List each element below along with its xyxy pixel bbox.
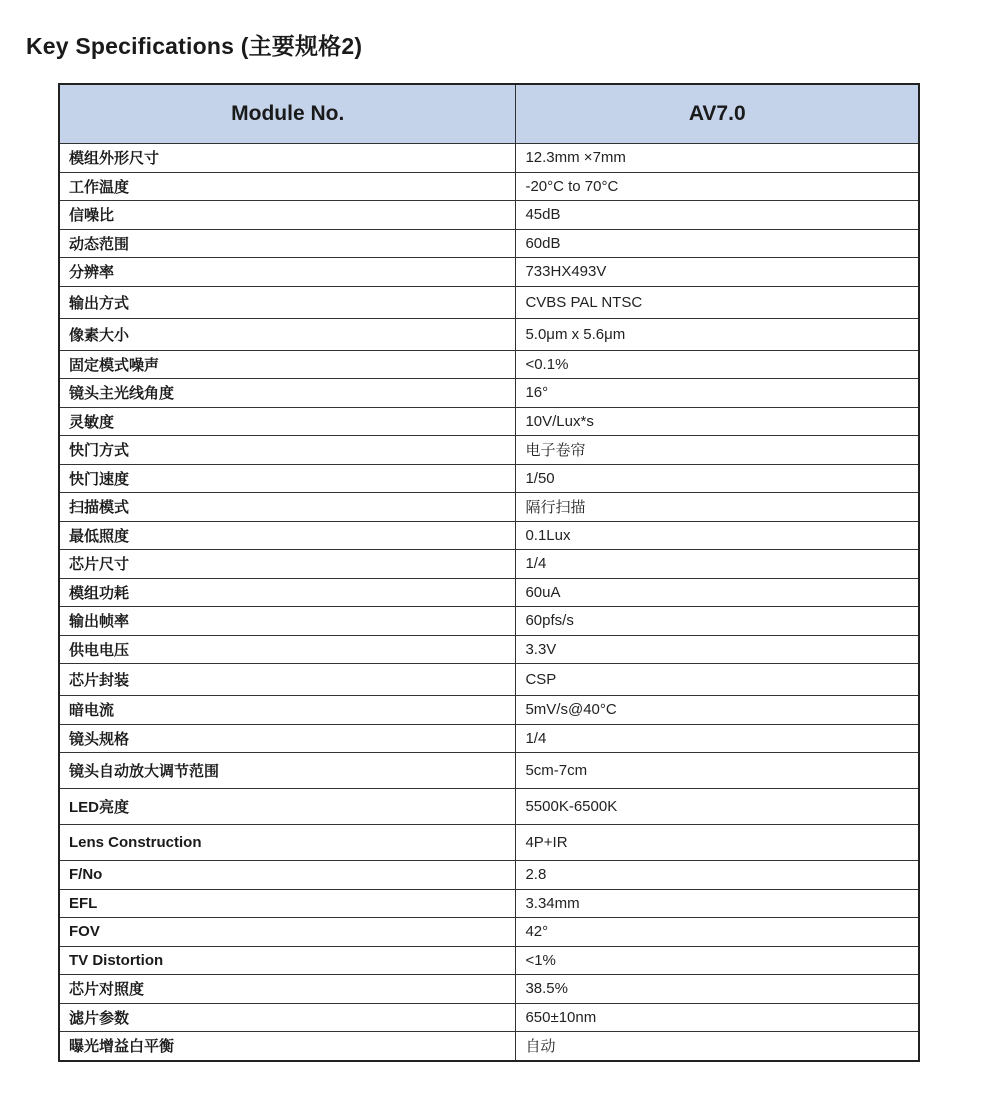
spec-row bbox=[59, 724, 919, 753]
spec-label: 灵敏度 bbox=[59, 407, 516, 436]
spec-row bbox=[59, 975, 919, 1004]
spec-row bbox=[59, 493, 919, 522]
spec-value: 1/4 bbox=[516, 724, 919, 753]
spec-row bbox=[59, 144, 919, 173]
spec-row bbox=[59, 753, 919, 789]
spec-value: 1/50 bbox=[516, 464, 919, 493]
spec-row bbox=[59, 318, 919, 350]
spec-row bbox=[59, 464, 919, 493]
spec-value: <1% bbox=[516, 946, 919, 975]
spec-row bbox=[59, 607, 919, 636]
spec-label: 曝光增益白平衡 bbox=[59, 1032, 516, 1061]
spec-label: 镜头主光线角度 bbox=[59, 379, 516, 408]
spec-value: 电子卷帘 bbox=[516, 436, 919, 465]
spec-value: 42° bbox=[516, 918, 919, 947]
spec-value: 12.3mm ×7mm bbox=[516, 144, 919, 173]
spec-value: 5mV/s@40°C bbox=[516, 696, 919, 725]
spec-value: 自动 bbox=[516, 1032, 919, 1061]
spec-label: 输出方式 bbox=[59, 286, 516, 318]
spec-value: <0.1% bbox=[516, 350, 919, 379]
spec-row bbox=[59, 635, 919, 664]
spec-value: 3.34mm bbox=[516, 889, 919, 918]
spec-value: 5500K-6500K bbox=[516, 789, 919, 825]
spec-label: TV Distortion bbox=[59, 946, 516, 975]
spec-table-header-row bbox=[59, 84, 919, 144]
spec-value: -20°C to 70°C bbox=[516, 172, 919, 201]
spec-row bbox=[59, 578, 919, 607]
spec-row bbox=[59, 172, 919, 201]
spec-row bbox=[59, 550, 919, 579]
spec-label: 芯片对照度 bbox=[59, 975, 516, 1004]
spec-label: 暗电流 bbox=[59, 696, 516, 725]
spec-label: F/No bbox=[59, 861, 516, 890]
spec-label: 最低照度 bbox=[59, 521, 516, 550]
spec-label: 芯片封装 bbox=[59, 664, 516, 696]
spec-value: 16° bbox=[516, 379, 919, 408]
spec-row bbox=[59, 521, 919, 550]
spec-row bbox=[59, 229, 919, 258]
header-module-no: Module No. bbox=[59, 84, 516, 144]
spec-label: LED亮度 bbox=[59, 789, 516, 825]
spec-row bbox=[59, 436, 919, 465]
spec-row bbox=[59, 1032, 919, 1061]
spec-row bbox=[59, 258, 919, 287]
spec-row bbox=[59, 825, 919, 861]
spec-value: 4P+IR bbox=[516, 825, 919, 861]
spec-row bbox=[59, 1003, 919, 1032]
spec-value: 60uA bbox=[516, 578, 919, 607]
spec-row bbox=[59, 789, 919, 825]
spec-label: 像素大小 bbox=[59, 318, 516, 350]
spec-row bbox=[59, 407, 919, 436]
spec-row bbox=[59, 946, 919, 975]
spec-row bbox=[59, 286, 919, 318]
spec-label: EFL bbox=[59, 889, 516, 918]
spec-label: 镜头规格 bbox=[59, 724, 516, 753]
spec-row bbox=[59, 861, 919, 890]
spec-table bbox=[58, 83, 920, 1062]
spec-value: 3.3V bbox=[516, 635, 919, 664]
spec-label: 工作温度 bbox=[59, 172, 516, 201]
spec-value: 隔行扫描 bbox=[516, 493, 919, 522]
spec-label: 快门速度 bbox=[59, 464, 516, 493]
spec-value: 38.5% bbox=[516, 975, 919, 1004]
spec-label: 滤片参数 bbox=[59, 1003, 516, 1032]
spec-label: FOV bbox=[59, 918, 516, 947]
spec-label: 扫描模式 bbox=[59, 493, 516, 522]
spec-label: Lens Construction bbox=[59, 825, 516, 861]
spec-row bbox=[59, 664, 919, 696]
spec-value: 650±10nm bbox=[516, 1003, 919, 1032]
spec-label: 镜头自动放大调节范围 bbox=[59, 753, 516, 789]
spec-row bbox=[59, 889, 919, 918]
spec-label: 模组外形尺寸 bbox=[59, 144, 516, 173]
spec-value: 10V/Lux*s bbox=[516, 407, 919, 436]
spec-label: 分辨率 bbox=[59, 258, 516, 287]
spec-label: 供电电压 bbox=[59, 635, 516, 664]
spec-row bbox=[59, 350, 919, 379]
spec-row bbox=[59, 696, 919, 725]
spec-value: 60dB bbox=[516, 229, 919, 258]
spec-row bbox=[59, 201, 919, 230]
spec-value: CSP bbox=[516, 664, 919, 696]
spec-label: 动态范围 bbox=[59, 229, 516, 258]
spec-row bbox=[59, 379, 919, 408]
spec-value: 60pfs/s bbox=[516, 607, 919, 636]
spec-value: 5.0μm x 5.6μm bbox=[516, 318, 919, 350]
spec-table-body bbox=[59, 144, 919, 1061]
spec-value: 5cm-7cm bbox=[516, 753, 919, 789]
spec-label: 输出帧率 bbox=[59, 607, 516, 636]
spec-label: 模组功耗 bbox=[59, 578, 516, 607]
spec-label: 信噪比 bbox=[59, 201, 516, 230]
header-model: AV7.0 bbox=[516, 84, 919, 144]
document-title: Key Specifications (主要规格2) bbox=[26, 33, 363, 59]
spec-value: 45dB bbox=[516, 201, 919, 230]
spec-value: 733HX493V bbox=[516, 258, 919, 287]
spec-value: 2.8 bbox=[516, 861, 919, 890]
spec-label: 快门方式 bbox=[59, 436, 516, 465]
spec-value: 1/4 bbox=[516, 550, 919, 579]
spec-row bbox=[59, 918, 919, 947]
spec-value: 0.1Lux bbox=[516, 521, 919, 550]
spec-value: CVBS PAL NTSC bbox=[516, 286, 919, 318]
spec-label: 芯片尺寸 bbox=[59, 550, 516, 579]
spec-label: 固定模式噪声 bbox=[59, 350, 516, 379]
